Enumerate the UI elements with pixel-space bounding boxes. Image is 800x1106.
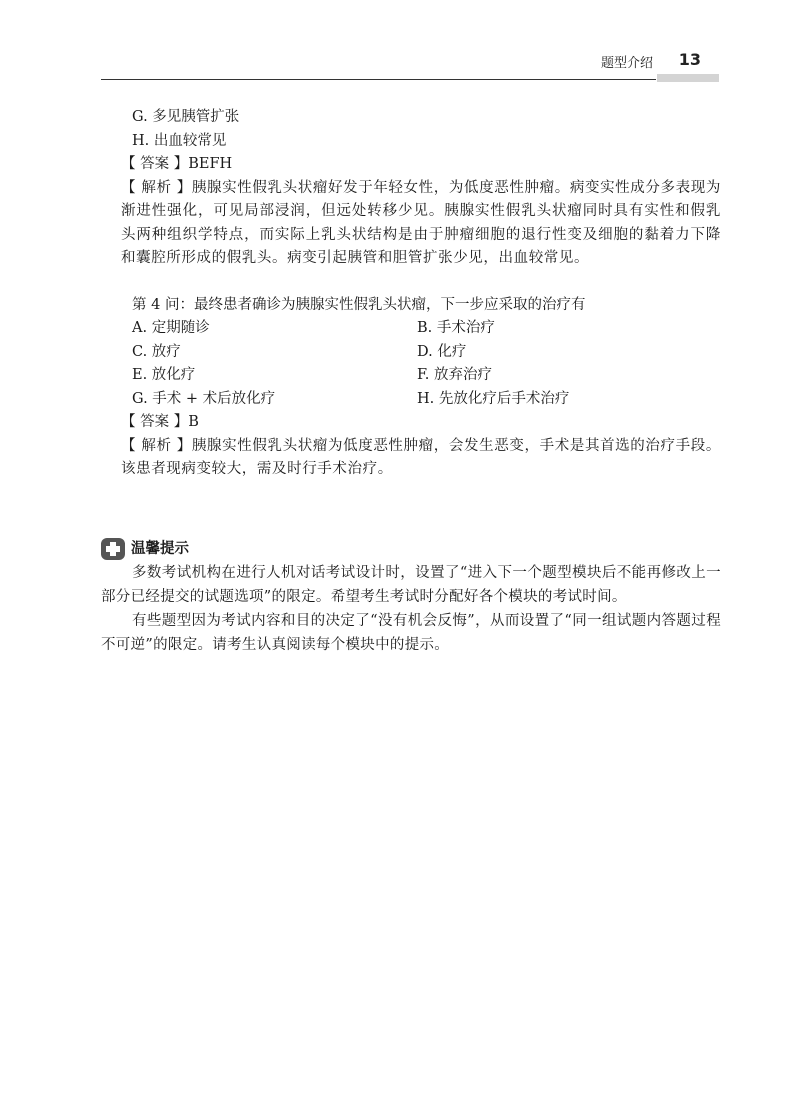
- question4-stem: 第 4 问：最终患者确诊为胰腺实性假乳头状瘤，下一步应采取的治疗有: [132, 296, 586, 313]
- option-c: C. 放疗: [132, 343, 181, 360]
- option-b: B. 手术治疗: [417, 320, 495, 336]
- option-g: G. 手术 + 术后放化疗: [132, 390, 276, 407]
- header-rule: [101, 79, 656, 80]
- page-number: 13: [678, 50, 701, 69]
- option-e: E. 放化疗: [132, 367, 196, 383]
- option-f: F. 放弃治疗: [417, 367, 493, 383]
- tip-paragraph-2: 有些题型因为考试内容和目的决定了“没有机会反悔”，从而设置了“同一组试题内答题过程不可逆”的限定。请考生认真阅读每个模块中的提示。: [101, 613, 721, 653]
- tip-box: [101, 537, 721, 657]
- tip-paragraph-1: 多数考试机构在进行人机对话考试设计时，设置了“进入下一个题型模块后不能再修改上一部分已经提交的试题选项”的限定。希望考生考试时分配好各个模块的考试时间。: [101, 565, 721, 605]
- option-a: A. 定期随诊: [132, 320, 210, 336]
- option-d: D. 化疗: [417, 343, 467, 360]
- tip-title: 温馨提示: [131, 541, 189, 557]
- option-h: H. 出血较常见: [132, 132, 227, 149]
- answer-q4: 【 答案 】B: [121, 414, 199, 430]
- answer-q3: 【 答案 】BEFH: [121, 156, 233, 172]
- section-title: 题型介绍: [600, 56, 653, 71]
- analysis-q4: 【 解析 】胰腺实性假乳头状瘤为低度恶性肿瘤，会发生恶变，手术是其首选的治疗手段。该患者现病变较大，需及时行手术治疗。: [121, 437, 721, 477]
- tip-header: [101, 537, 721, 561]
- plus-icon: [101, 538, 125, 560]
- page-header: [101, 46, 719, 80]
- analysis-q3: 【 解析 】胰腺实性假乳头状瘤好发于年轻女性，为低度恶性肿瘤。病变实性成分多表现为渐进性强化，可见局部浸润，但远处转移少见。胰腺实性假乳头状瘤同时具有实性和假乳头两种组织学特点，而实际上乳头状结构是由于肿瘤细胞的退行性变及细胞的黏着力下降和囊腔所形成的假乳头。病变引起胰管和胆管扩张少见，出血较常见。: [121, 179, 721, 266]
- main-content: [101, 106, 721, 482]
- option-h: H. 先放化疗后手术治疗: [417, 390, 570, 407]
- question4-options: [101, 317, 721, 411]
- option-g: G. 多见胰管扩张: [132, 109, 240, 125]
- header-accent-bar: [657, 74, 719, 82]
